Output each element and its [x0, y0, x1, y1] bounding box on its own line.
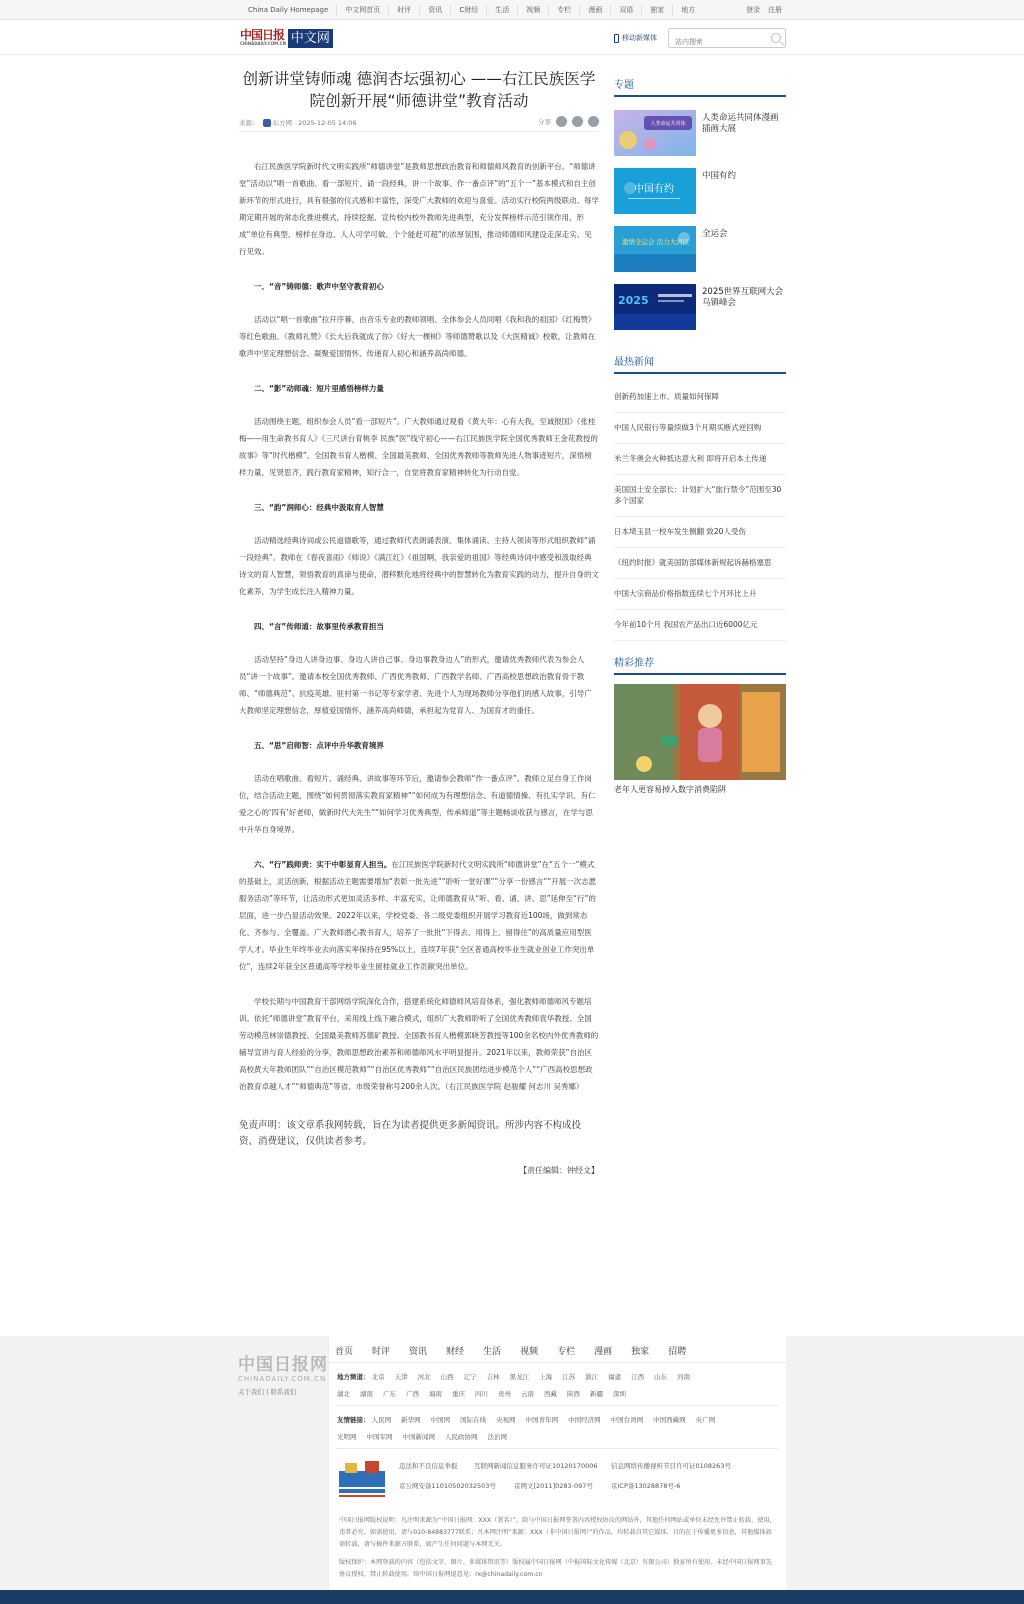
local-link[interactable]: 山东 [654, 1373, 668, 1381]
weibo-share-icon[interactable] [556, 116, 567, 127]
local-link[interactable]: 云南 [521, 1390, 534, 1398]
publish-date: 2025-12-05 14:06 [298, 118, 357, 127]
friend-label: 友情链接： [337, 1416, 370, 1424]
license-info [337, 1457, 778, 1509]
friend-link[interactable]: 国际在线 [460, 1416, 487, 1424]
local-link[interactable]: 福建 [608, 1373, 622, 1381]
top-nav-link[interactable]: 生活 [487, 5, 518, 15]
local-label: 地方频道： [337, 1373, 370, 1381]
section-heading: 五、“思”启师智：点评中升华教育境界 [254, 741, 384, 750]
local-link[interactable]: 陕西 [567, 1390, 580, 1398]
register-link[interactable]: 注册 [768, 6, 782, 14]
friend-link[interactable]: 光明网 [337, 1433, 357, 1441]
local-link[interactable]: 山西 [440, 1373, 454, 1381]
license-text: 京ICP备13028878号-6 [611, 1482, 681, 1490]
footer-logo: 中国日报网 CHINADAILY.COM.CN 关于我们 | 联系我们 [238, 1350, 328, 1396]
friend-link[interactable]: 央视网 [496, 1416, 516, 1424]
hot-news-item[interactable]: 中国大宗商品价格指数连续七个月环比上升 [614, 579, 786, 610]
thumb-text: 2025 [618, 294, 649, 307]
friend-link[interactable]: 人民政协网 [445, 1433, 478, 1441]
source-logo-icon [263, 119, 271, 127]
topic-label[interactable]: 人类命运共同体漫画插画大展 [702, 113, 779, 134]
thumb-text: 人类命运共同体 [650, 121, 686, 127]
friend-link[interactable]: 人民网 [371, 1416, 392, 1424]
thumb-text: 激情全运会 活力大湾区 [622, 238, 690, 246]
editor-credit: 【责任编辑：钟经文】 [519, 1166, 599, 1175]
article-title: 创新讲堂铸师魂 德润杏坛强初心 ——右江民族医学院创新开展“师德讲堂”教育活动 [242, 70, 596, 110]
site-search [668, 28, 786, 48]
footer-nav-link[interactable]: 首页 [335, 1347, 354, 1357]
recommend-heading: 精彩推荐 [614, 654, 786, 675]
top-nav-bar [0, 0, 1024, 20]
footer-content [328, 1336, 786, 1593]
copyright-note: 中国日报网版权说明：凡注明来源为“中国日报网：XXX（署名）”，除与中国日报网签署内容授权协议的网站外，其他任何网站或单位未经允许禁止转载、使用，违者必究。如需使用，请与010-84883777联系；凡本网注明“来源：XXX（非中国日报网）”的作品，均转载自其它媒体，目的在于传播更多信息，其他媒体如需转载，请与稿件来源方联系，如产生任何问题与本网无关。 [339, 1517, 776, 1548]
recommend-caption[interactable]: 老年人更容易掉入数字消费陷阱 [614, 785, 726, 794]
site-logo[interactable] [240, 28, 333, 48]
local-link[interactable]: 海南 [429, 1390, 442, 1398]
local-link[interactable]: 江苏 [562, 1373, 576, 1381]
paragraph: 活动以“唱一首歌曲”拉开序幕，由音乐专业的教师领唱、全体参会人员同唱《我和我的祖国》《红梅赞》等红色歌曲、《教师礼赞》《长大后我就成了你》《好大一棵树》等师德赞歌以及《大医精诚》校歌，让教师在歌声中坚定理想信念、凝聚爱国情怀、传递育人初心和涵养高尚师德。 [239, 315, 596, 358]
hot-news-item[interactable]: 美国国土安全部长：计划扩大“旅行禁令”范围至30多个国家 [614, 475, 786, 517]
friend-link[interactable]: 中国新闻网 [402, 1433, 435, 1441]
search-icon[interactable] [771, 33, 781, 43]
topic-item[interactable] [614, 168, 786, 215]
license-text: 京公网安备11010502032503号 [399, 1482, 496, 1490]
disclaimer: 免责声明：该文章系我网转载，旨在为读者提供更多新闻资讯。所涉内容不构成投资、消费建议，仅供读者参考。 [239, 1120, 582, 1147]
login-link[interactable]: 登录 [746, 6, 760, 14]
section-heading: 一、“音”铸师德：歌声中坚守教育初心 [254, 282, 384, 291]
topics-heading: 专题 [614, 76, 786, 97]
hot-news-item[interactable]: 今年前10个月 我国农产品出口近6000亿元 [614, 610, 786, 641]
logo-text: 中国日报 [240, 28, 285, 42]
contact-link[interactable]: 联系我们 [270, 1388, 297, 1396]
friend-link[interactable]: 央广网 [695, 1416, 716, 1424]
topic-label[interactable]: 全运会 [702, 229, 728, 239]
local-link[interactable]: 上海 [539, 1373, 553, 1381]
section-heading: 四、“言”传师道：故事里传承教育担当 [254, 622, 384, 631]
top-nav-link[interactable]: 视频 [518, 5, 549, 15]
paragraph: 活动精选经典诗词或公民道德歌等，通过教师代表朗诵表演、集体诵读、主持人领读等形式组织教师“诵一段经典”。教师在《春夜喜雨》《师说》《满江红》《祖国啊，我亲爱的祖国》等经典诗词中感受和汲取经典诗文的育人智慧，领悟教育的真谛与使命，潜移默化地将经典中的智慧转化为教育实践的动力，提升自身的文化素养，为学生成长注入精神力量。 [239, 536, 599, 596]
local-channels [329, 1363, 786, 1403]
friend-links [329, 1406, 786, 1446]
topic-thumbnail[interactable] [614, 110, 696, 156]
footer-nav-link[interactable]: 招聘 [668, 1347, 687, 1357]
mobile-media-link[interactable] [614, 33, 657, 43]
paragraph: 学校长期与中国教育干部网络学院深化合作，搭建系统化师德师风培育体系，强化教师师德师风专题培训。依托“师德讲堂”教育平台，采用线上线下融合模式，组织广大教师聆听了全国优秀教师袁华教授、全国劳动模范林崇德教授、全国最美教师苏德矿教授、全国教书育人楷模郭晓芳教授等100余名校内外优秀教师的辅导宣讲与育人经验的分享，教师思想政治素养和师德师风水平明显提升。2021年以来，教师荣获“自治区高校黄大年教师团队”“自治区模范教师”“自治区优秀教师”“自治区民族团结进步模范个人”“广西高校思想政治教育卓越人才”“师德典范”等省、市级荣誉称号200余人次。（右江民族医学院 赵骏耀 何志川 吴秀娜） [239, 997, 599, 1091]
footer-nav-link[interactable]: 独家 [631, 1347, 650, 1357]
logo-domain: CHINADAILY.COM.CN [240, 41, 286, 46]
topic-label[interactable]: 2025世界互联网大会乌镇峰会 [702, 287, 784, 308]
local-link[interactable]: 深圳 [613, 1390, 626, 1398]
footer-nav-link[interactable]: 生活 [483, 1347, 502, 1357]
site-header [240, 22, 786, 54]
paragraph [239, 856, 599, 975]
local-link[interactable]: 北京 [371, 1373, 385, 1381]
wechat-share-icon[interactable] [572, 116, 583, 127]
bottom-bar [0, 1590, 1024, 1604]
hot-news-item[interactable]: 《纽约时报》就美国防部媒体新规起诉赫格塞思 [614, 548, 786, 579]
local-link[interactable]: 四川 [475, 1390, 488, 1398]
source-name: 东方网 [272, 119, 292, 127]
topic-thumbnail[interactable] [614, 226, 696, 272]
footer-nav-link[interactable]: 视频 [520, 1347, 539, 1357]
friend-link[interactable]: 中国台湾网 [610, 1416, 644, 1424]
footer-divider [337, 1448, 778, 1449]
local-link[interactable]: 辽宁 [463, 1373, 477, 1381]
thumb-text: 中国有约 [634, 184, 674, 195]
share-bar [538, 116, 599, 127]
article-meta [239, 118, 599, 132]
article-body [239, 158, 599, 1176]
footer-nav-link[interactable]: 漫画 [594, 1347, 613, 1357]
topic-item[interactable] [614, 226, 786, 273]
sidebar [614, 76, 786, 795]
topic-item[interactable] [614, 284, 786, 331]
hot-news-item[interactable]: 日本埼玉县一校车发生侧翻 致20人受伤 [614, 517, 786, 548]
footer-logo-text: 中国日报网 [238, 1355, 328, 1375]
local-link[interactable]: 湖南 [360, 1390, 373, 1398]
top-nav-link[interactable]: 资讯 [420, 5, 451, 15]
local-link[interactable]: 河南 [677, 1373, 691, 1381]
footer-nav [329, 1336, 786, 1363]
anniversary-badge-icon [337, 1457, 387, 1499]
license-text: 信息网络传播视听节目许可证0108263号 [611, 1462, 731, 1470]
license-text: 互联网新闻信息服务许可证10120170006 [474, 1462, 598, 1470]
hot-news-list [614, 382, 786, 641]
top-nav-link[interactable]: 中文网首页 [337, 5, 389, 15]
friend-link[interactable]: 法治网 [487, 1433, 507, 1441]
section-heading-inline: 六、“行”践师责：实干中彰显育人担当。 [254, 860, 392, 869]
topic-thumbnail[interactable] [614, 168, 696, 214]
paragraph-text: 在江民族医学院新时代文明实践所“师德讲堂”在“五个一”模式的基础上，灵活创新，根据活动主题需要增加“表彰一批先进”“聆听一堂好课”“分享一份感言”“开展一次志愿服务活动”等环节，让活动形式更加灵活多样、丰富充实，让师德教育从“听、看、诵、讲、思”延伸至“行”的层面，进一步凸显活动效果。2022年以来，学校党委、各二级党委组织开展学习教育近100场，做到常态化、齐参与、全覆盖。广大教师潜心教书育人，培养了一批批“下得去、用得上、留得住”的高质量应用型医学人才。毕业生年终毕业去向落实率保持在95%以上，连续7年获“全区普通高校毕业生就业创业工作突出单位”，连续2年获全区普通高等学校毕业生留桂就业工作贡献突出单位。 [239, 860, 597, 971]
recommend-illustration[interactable] [614, 684, 786, 780]
share-label: 分享 [538, 118, 551, 126]
local-link[interactable]: 广东 [383, 1390, 396, 1398]
section-heading: 三、“韵”润师心：经典中汲取育人智慧 [254, 503, 384, 512]
paragraph: 活动在唱歌曲、看短片、诵经典、讲故事等环节后，邀请参会教师“作一番点评”。教师立足自身工作岗位，结合活动主题，围绕“如何贯彻落实教育家精神”“如何成为有理想信念、有道德情操、有扎实学识、有仁爱之心的‘四有’好老师，做新时代大先生”“如何学习优秀典型，传承师道”等主题畅谈收获与感言，在学与思中升华自身境界。 [239, 774, 596, 834]
footer-nav-link[interactable]: 财经 [446, 1347, 465, 1357]
source-label: 来源： [239, 119, 259, 127]
logo-chinese-site: 中文网 [288, 29, 333, 48]
friend-link[interactable]: 中国网 [430, 1416, 451, 1424]
top-nav-link[interactable]: 独家 [642, 5, 673, 15]
local-link[interactable]: 重庆 [452, 1390, 465, 1398]
top-nav [240, 0, 786, 20]
local-link[interactable]: 新疆 [590, 1390, 603, 1398]
section-heading: 二、“影”动师魂：短片里感悟榜样力量 [254, 384, 384, 393]
local-link[interactable]: 吉林 [486, 1373, 500, 1381]
hot-news-item[interactable]: 创新药加速上市、质量如何保障 [614, 382, 786, 413]
site-footer [0, 1336, 1024, 1593]
license-text: 京网文[2011]0283-097号 [514, 1482, 593, 1490]
friend-link[interactable]: 中国军网 [366, 1433, 393, 1441]
top-nav-link[interactable]: China Daily Homepage [240, 5, 337, 15]
top-nav-link[interactable]: 专栏 [549, 5, 580, 15]
local-link[interactable]: 湖北 [337, 1390, 350, 1398]
local-link[interactable]: 浙江 [585, 1373, 599, 1381]
local-link[interactable]: 广西 [406, 1390, 419, 1398]
footer-nav-link[interactable]: 专栏 [557, 1347, 576, 1357]
topic-thumbnail[interactable] [614, 284, 696, 330]
local-link[interactable]: 天津 [394, 1373, 408, 1381]
more-share-icon[interactable] [588, 116, 599, 127]
friend-link[interactable]: 中国青年网 [525, 1416, 559, 1424]
topic-item[interactable] [614, 110, 786, 157]
top-nav-link[interactable]: 时评 [389, 5, 420, 15]
local-link[interactable]: 黑龙江 [509, 1373, 530, 1381]
license-text[interactable]: 违法和不良信息举报 [399, 1462, 458, 1470]
friend-link[interactable]: 中国西藏网 [653, 1416, 686, 1424]
top-nav-link[interactable]: 双语 [611, 5, 642, 15]
article [239, 68, 599, 1176]
top-nav-link[interactable]: C财经 [451, 5, 487, 15]
friend-link[interactable]: 中国经济网 [568, 1416, 601, 1424]
search-input[interactable] [669, 33, 765, 51]
top-nav-link[interactable]: 漫画 [580, 5, 611, 15]
phone-icon [614, 34, 619, 43]
footer-nav-link[interactable]: 资讯 [409, 1347, 428, 1357]
local-link[interactable]: 河北 [417, 1373, 431, 1381]
copyright-protection: 版权保护：本网登载的内容（包括文字、图片、多媒体资讯等）版权属中国日报网（中报国际文化传媒（北京）有限公司）独家所有使用。未经中国日报网事先协议授权，禁止转载使用。给中国日报网提意见：rx@chinadaily.com.cn [339, 1559, 773, 1578]
mobile-media-label: 移动新媒体 [622, 34, 657, 42]
paragraph: 右江民族医学院新时代文明实践所“师德讲堂”是教师思想政治教育和师德师风教育的创新平台。“师德讲堂”活动以“唱一首歌曲、看一部短片、诵一段经典、讲一个故事、作一番点评”的“五个一”基本模式和自主创新环节的形式进行，具有很强的仪式感和丰富性，深受广大教师的欢迎与喜爱。活动实行校院两级联动、每学期定期开展的常态化推进模式，持续挖掘、宣传校内校外教师先进典型，充分发挥榜样示范引领作用，形成“单位有典型、榜样在身边、人人可学可做、个个能赶可超”的浓厚氛围，推动师德师风建设走深走实、见行见效。 [239, 162, 599, 256]
local-link[interactable]: 贵州 [498, 1390, 511, 1398]
local-link[interactable]: 西藏 [544, 1390, 557, 1398]
paragraph: 活动围绕主题，组织参会人员“看一部短片”。广大教师通过观看《黄大年：心有大我，至诚报国》《张桂梅——用生命教书育人》《三尺讲台育桃李 民族“医”线守初心——右江民族医学院全国优秀教师王金花教授的故事》等“时代楷模”、全国教书育人楷模、全国最美教师、全国优秀教师等教师先进人物事迹短片，深悟榜样力量，见贤思齐，践行教育家精神，知行合一，自觉将教育家精神转化为行动自觉。 [239, 417, 598, 477]
hot-news-heading: 最热新闻 [614, 353, 786, 374]
local-link[interactable]: 江西 [631, 1373, 645, 1381]
about-link[interactable]: 关于我们 [238, 1388, 264, 1396]
top-nav-link[interactable]: 地方 [681, 6, 696, 14]
footer-logo-domain: CHINADAILY.COM.CN [238, 1375, 327, 1383]
paragraph: 活动坚持“身边人讲身边事、身边人讲自己事、身边事教身边人”的形式，邀请优秀教师代表为参会人员“讲一个故事”。邀请本校全国优秀教师、广西优秀教师、广西教学名师、广西高校思想政治教育骨干教师、“师德典范”、抗疫英雄、驻村第一书记等专家学者、先进个人为现场教师分享他们的感人故事，引导广大教师坚定理想信念，厚植爱国情怀，涵养高尚师德，承担起为党育人、为国育才的重任。 [239, 655, 592, 715]
footer-nav-link[interactable]: 时评 [372, 1347, 391, 1357]
header-divider [0, 54, 1024, 55]
hot-news-item[interactable]: 中国人民银行等量续做3个月期买断式逆回购 [614, 413, 786, 444]
hot-news-item[interactable]: 米兰冬奥会火种抵达意大利 即将开启本土传递 [614, 444, 786, 475]
topic-label[interactable]: 中国有约 [702, 171, 737, 181]
friend-link[interactable]: 新华网 [401, 1416, 421, 1424]
recommend-item[interactable] [614, 684, 786, 795]
